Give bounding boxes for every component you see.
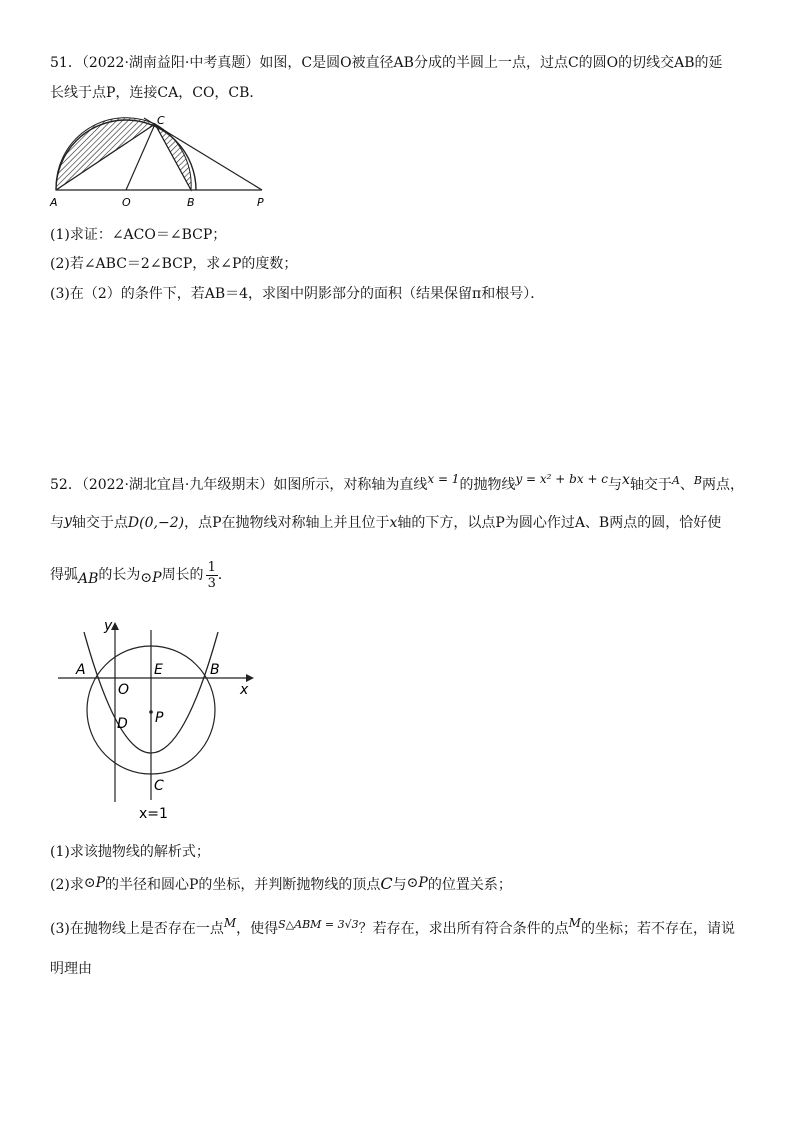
q52-label-d: D bbox=[117, 716, 128, 732]
q52-l3-a: 得弧 bbox=[50, 567, 78, 583]
q51-source: （2022·湖南益阳·中考真题） bbox=[81, 55, 260, 71]
q51-label-a: A bbox=[50, 196, 58, 209]
q51-label-b: B bbox=[187, 196, 195, 209]
q52-l2-x: x bbox=[389, 515, 398, 531]
q51-line1 bbox=[50, 52, 723, 74]
q52-l3-end: ． bbox=[217, 567, 232, 583]
q52-l3-c: 周长的 bbox=[161, 567, 204, 583]
q52-label-x: x bbox=[240, 682, 249, 698]
q52-label-p: P bbox=[155, 710, 164, 726]
q52-p2-circle: ⊙P bbox=[83, 875, 105, 891]
q51-label-c: C bbox=[157, 114, 165, 127]
q52-point-b: B bbox=[693, 474, 702, 487]
q51-tangent-cp bbox=[144, 118, 262, 190]
q52-label-c: C bbox=[154, 778, 164, 794]
q52-source: （2022·湖北宜昌·九年级期末） bbox=[81, 477, 274, 493]
q52-part-2 bbox=[50, 872, 512, 896]
q52-l2-c: ，点P在抛物线对称轴上并且位于 bbox=[184, 515, 390, 531]
q52-part-3 bbox=[50, 912, 735, 940]
q52-l2-a: 与 bbox=[50, 515, 64, 531]
q52-l3-b: 的长为 bbox=[98, 567, 141, 583]
q52-p3-b: ，使得 bbox=[236, 921, 279, 937]
q52-label-a: A bbox=[76, 662, 86, 678]
q51-line2 bbox=[50, 82, 263, 104]
q52-text-2: 的抛物线 bbox=[459, 477, 516, 493]
q52-label-o: O bbox=[118, 682, 130, 698]
q52-p3-area-formula: S△ABM = 3√3 bbox=[278, 918, 359, 931]
q52-point-d: D(0,−2) bbox=[127, 515, 185, 531]
q51-label-p: P bbox=[257, 196, 264, 209]
q51-figure bbox=[40, 112, 280, 212]
q52-p3-d: 的坐标；若不存在，请说 bbox=[580, 921, 735, 937]
q52-text-4: 轴交于 bbox=[629, 477, 672, 493]
q51-part-2: (2)若∠ABC＝2∠BCP，求∠P的度数； bbox=[50, 256, 298, 272]
q51-part-1: (1)求证：∠ACO＝∠BCP； bbox=[50, 227, 227, 243]
q52-l2-d: 轴的下方，以点P为圆心作过A、B两点的圆，恰好使 bbox=[397, 515, 722, 531]
q52-center-p-dot bbox=[149, 710, 153, 714]
q51-shaded-segment-ac bbox=[56, 118, 155, 190]
q52-label-y: y bbox=[104, 618, 113, 634]
q52-line1 bbox=[50, 468, 744, 496]
q52-part-1: (1)求该抛物线的解析式； bbox=[50, 844, 210, 860]
q52-p3-a: (3)在抛物线上是否存在一点 bbox=[50, 921, 224, 937]
q52-label-axis: x=1 bbox=[139, 806, 168, 822]
q52-p3-point-m: M bbox=[223, 916, 237, 930]
q51-text-2: 长线于点P，连接CA，CO，CB． bbox=[50, 85, 264, 101]
q52-p3-point-m-2: M bbox=[568, 916, 581, 930]
q52-circle-p: ⊙P bbox=[140, 570, 162, 586]
q52-text-3: 与 bbox=[608, 477, 623, 493]
q51-text-1: 如图，C是圆O被直径AB分成的半圆上一点，过点C的圆O的切线交AB的延 bbox=[259, 55, 723, 71]
q51-label-o: O bbox=[122, 196, 131, 209]
q52-part-3-cont: 明理由 bbox=[50, 961, 92, 977]
q52-fraction-denominator: 3 bbox=[207, 575, 216, 591]
q52-parabola-equation: y = x² + bx + c bbox=[515, 472, 609, 486]
q52-line2 bbox=[50, 510, 721, 534]
q51-number: 51． bbox=[50, 55, 82, 71]
q52-separator: 、 bbox=[679, 477, 694, 493]
q52-p3-c: ？若存在，求出所有符合条件的点 bbox=[358, 921, 569, 937]
q52-arc-ab: AB bbox=[78, 571, 99, 587]
q52-p2-d: 的位置关系； bbox=[427, 877, 512, 893]
q52-p2-b: 的半径和圆心P的坐标，并判断抛物线的顶点 bbox=[105, 877, 381, 893]
q52-text-1: 如图所示，对称轴为直线 bbox=[273, 477, 428, 493]
q52-x-variable: x bbox=[622, 472, 630, 488]
q52-p2-circle-2: ⊙P bbox=[406, 875, 428, 891]
q51-part-3: (3)在（2）的条件下，若AB＝4，求图中阴影部分的面积（结果保留π和根号）． bbox=[50, 286, 545, 302]
q52-l2-b: 轴交于点 bbox=[71, 515, 128, 531]
q52-line3 bbox=[50, 558, 232, 596]
q52-p2-c: 与 bbox=[392, 877, 407, 893]
q52-figure bbox=[50, 608, 260, 828]
q52-label-e: E bbox=[154, 662, 163, 678]
q52-text-5: 两点， bbox=[701, 477, 744, 493]
q52-p2-a: (2)求 bbox=[50, 877, 84, 893]
q52-number: 52． bbox=[50, 477, 82, 493]
q52-point-a: A bbox=[671, 474, 680, 487]
q52-fraction bbox=[206, 560, 218, 591]
q52-fraction-numerator: 1 bbox=[207, 559, 216, 575]
q52-p2-vertex-c: C bbox=[380, 874, 393, 893]
q52-axis-equation: x = 1 bbox=[427, 472, 460, 486]
q52-label-b: B bbox=[210, 662, 220, 678]
q52-x-axis-arrow bbox=[246, 674, 254, 682]
q52-y-variable: y bbox=[64, 513, 72, 529]
